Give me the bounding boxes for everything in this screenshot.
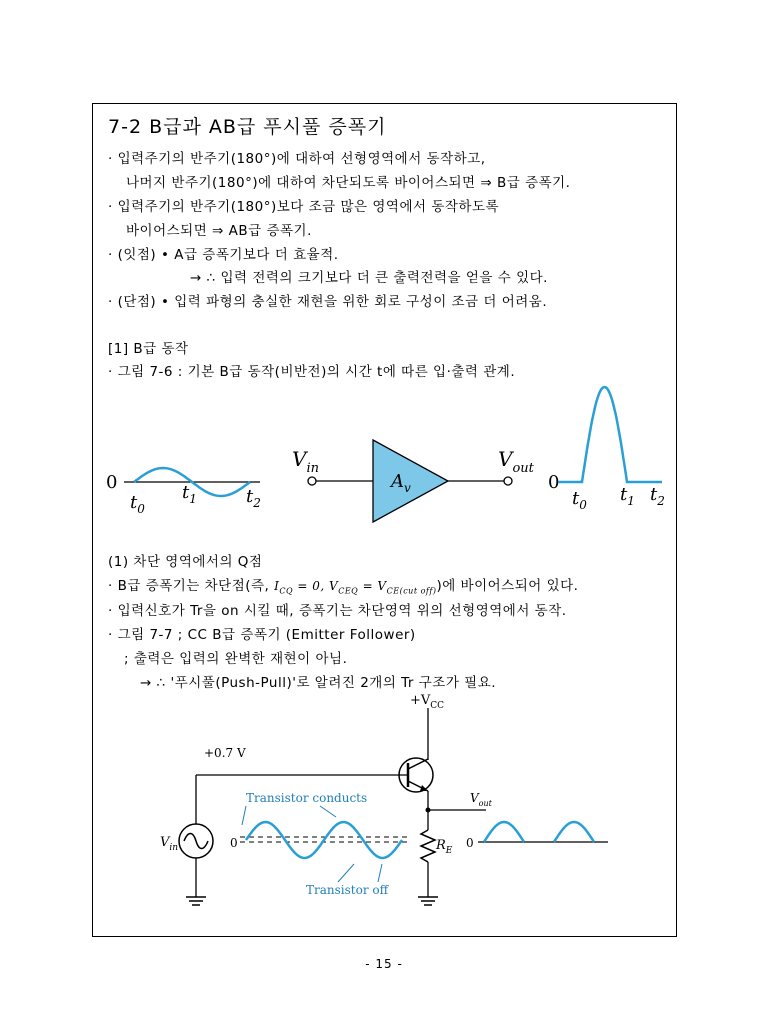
section-title: 7-2 B급과 AB급 푸시풀 증폭기 [108, 116, 387, 138]
bullet-push-pull: → ∴ '푸시풀(Push-Pull)'로 알려진 2개의 Tr 구조가 필요. [140, 675, 497, 691]
vout-label: $V_{out}$ [498, 447, 534, 476]
page-number: - 15 - [365, 957, 403, 971]
bias-label: +0.7 V [204, 746, 246, 760]
bullet-not-perfect: ; 출력은 입력의 완벽한 재현이 아님. [124, 651, 348, 667]
svg-text:t2: $t_2$ [650, 484, 665, 508]
input-waveform [106, 468, 261, 516]
disadvantage-line: · (단점) • 입력 파형의 충실한 재현을 위한 회로 구성이 조금 더 어려움. [108, 294, 548, 310]
input-zero-label: 0 [230, 836, 238, 850]
intro-line-2: 나머지 반주기(180°)에 대하여 차단되도록 바이어스되면 ⇒ B급 증폭기. [126, 175, 571, 191]
bullet-linear-region: · 입력신호가 Tr을 on 시킬 때, 증폭기는 차단영역 위의 선형영역에서 동작. [108, 603, 567, 619]
figure-7-6 [100, 380, 670, 530]
intro-line-3: · 입력주기의 반주기(180°)보다 조금 많은 영역에서 동작하도록 [108, 199, 500, 215]
svg-text:t1: $t_1$ [620, 484, 635, 508]
advantage-line: · (잇점) • A급 증폭기보다 더 효율적. [108, 247, 339, 263]
svg-text:t1: $t_1$ [182, 482, 197, 506]
bullet-cutoff-bias: · B급 증폭기는 차단점(즉, $I_{CQ} = 0$, $V_{CEQ} = V_{CE(cut off)}$)에 바이어스되어 있다. [108, 578, 579, 596]
intro-line-4: 바이어스되면 ⇒ AB급 증폭기. [126, 223, 312, 239]
figure-7-6-caption: · 그림 7-6 : 기본 B급 동작(비반전)의 시간 t에 따른 입·출력 관계. [108, 364, 516, 380]
figure-7-7 [150, 692, 620, 922]
bullet-figure-7-7: · 그림 7-7 ; CC B급 증폭기 (Emitter Follower) [108, 627, 416, 643]
vin-label: $V_{in}$ [292, 447, 319, 476]
vin-source-label: $V_{in}$ [160, 835, 179, 853]
re-label: $R_E$ [436, 838, 453, 856]
output-zero-label: 0 [466, 836, 474, 850]
emitter-resistor [421, 830, 435, 862]
svg-text:t2: $t_2$ [246, 486, 261, 510]
transistor-conducts-label: Transistor conducts [246, 791, 368, 805]
input-zero-label: 0 [106, 472, 118, 493]
subsection-heading-b-class: [1] B급 동작 [108, 341, 189, 357]
vcc-label: $+V_{CC}$ [410, 693, 445, 711]
intro-line-1: · 입력주기의 반주기(180°)에 대하여 선형영역에서 동작하고, [108, 151, 486, 167]
advantage-detail: → ∴ 입력 전력의 크기보다 더 큰 출력전력을 얻을 수 있다. [190, 270, 548, 286]
output-waveform [548, 387, 665, 512]
gain-label: $A_v$ [391, 471, 411, 495]
transistor-off-label: Transistor off [306, 883, 389, 897]
subsection-heading-q-point: (1) 차단 영역에서의 Q점 [108, 554, 263, 570]
ac-source [179, 824, 213, 858]
input-sine-wave [246, 822, 402, 858]
output-half-wave [558, 387, 662, 482]
vout-label: $V_{out}$ [470, 791, 492, 808]
svg-text:t0: $t_0$ [572, 488, 587, 512]
amplifier [292, 440, 535, 522]
output-half-wave [484, 822, 594, 842]
q-point-equation: $I_{CQ} = 0$, $V_{CEQ} = V_{CE(cut off)}$ [274, 579, 437, 596]
output-zero-label: 0 [548, 472, 560, 493]
ground-source [186, 897, 206, 905]
svg-text:t0: $t_0$ [130, 492, 145, 516]
transistor [399, 758, 433, 810]
ground-resistor [418, 897, 438, 905]
